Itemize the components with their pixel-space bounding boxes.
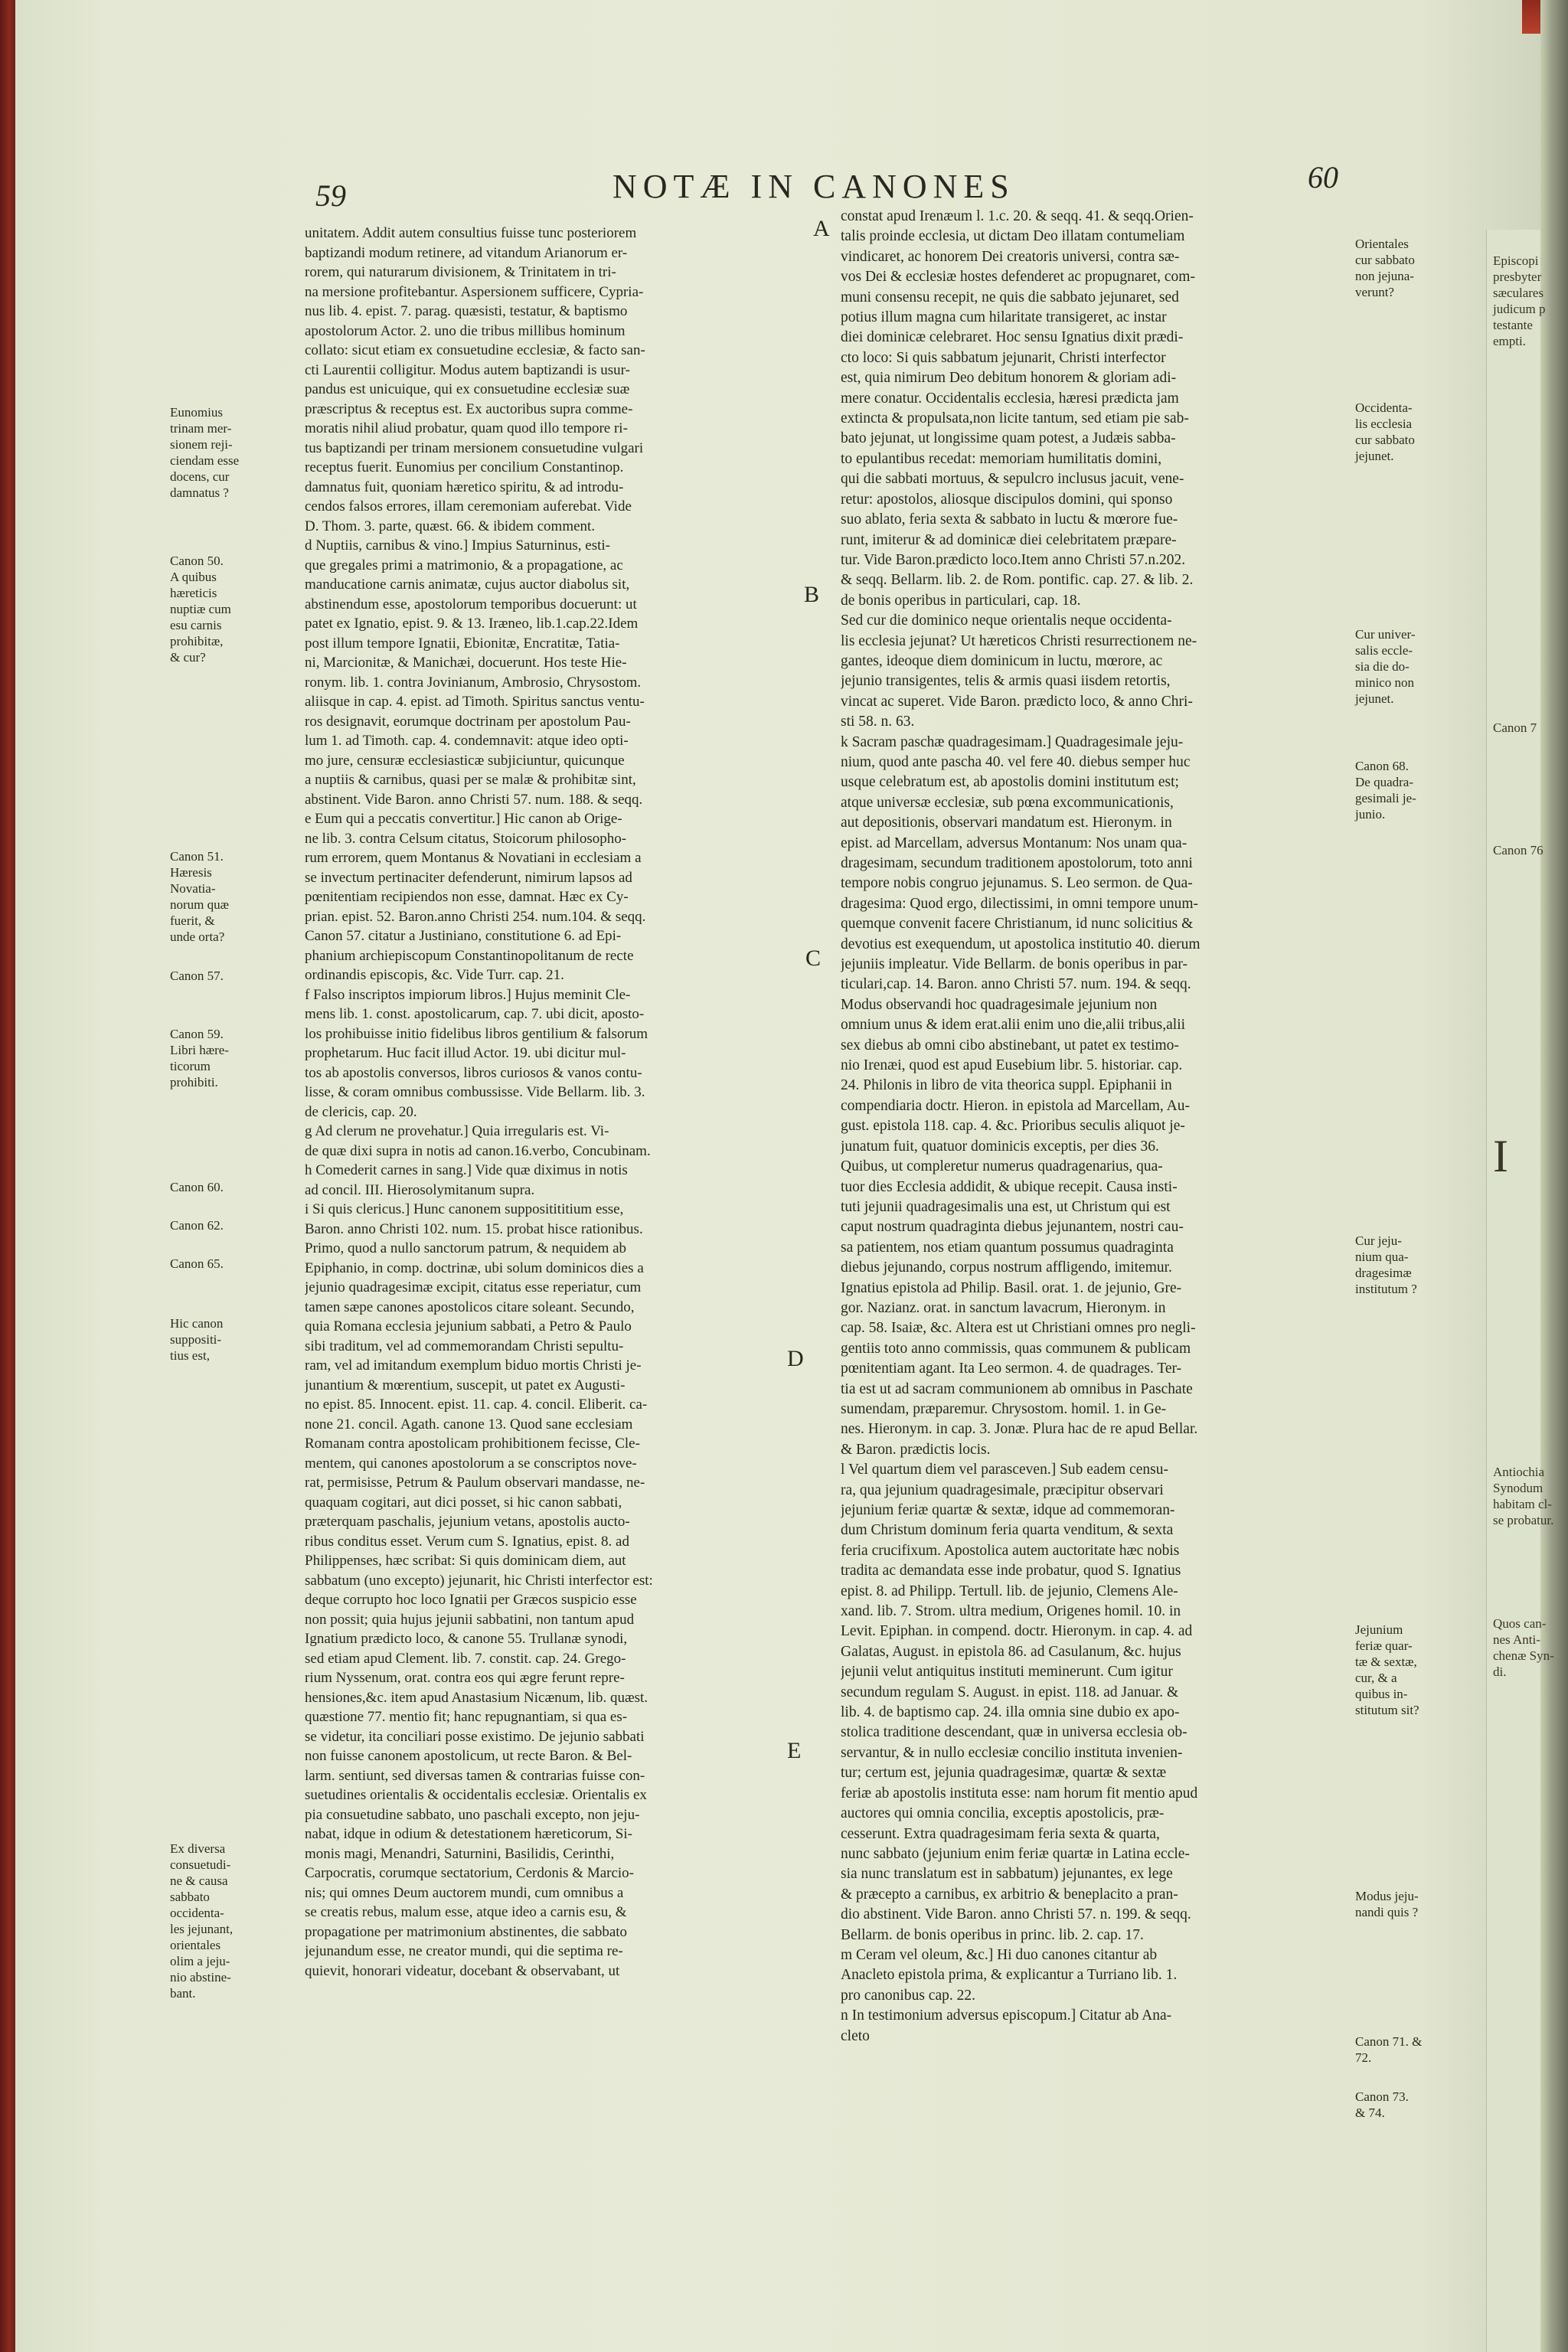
margin-note: Canon 71. & 72. — [1355, 2034, 1423, 2065]
text-line: junantium & mœrentium, suscepit, ut patet ex Augusti- — [305, 1377, 626, 1393]
text-line: diebus jejunando, corpus nostrum affligendo, imitemur. — [841, 1259, 1172, 1276]
text-line: tur; certum est, jejunia quadragesimæ, quartæ & sextæ — [841, 1765, 1167, 1782]
text-line: sa patientem, nos etiam quantum possumus quadraginta — [841, 1239, 1174, 1256]
text-line: tos ab apostolis conversos, libros curiosos & vanos contu- — [305, 1064, 642, 1081]
text-line: mere conatur. Occidentalis ecclesia, hæresi prædicta jam — [841, 390, 1179, 407]
text-line: epist. 8. ad Philipp. Tertull. lib. de jejunio, Clemens Ale- — [841, 1583, 1178, 1599]
text-line: dio abstinent. Vide Baron. anno Christi 57. n. 199. & seqq. — [841, 1906, 1191, 1923]
margin-note: Jejunium feriæ quar- tæ & sextæ, cur, & a quibus in- stitutum sit? — [1355, 1622, 1419, 1717]
margin-note: Canon 59. Libri hære- ticorum prohibiti. — [170, 1027, 229, 1089]
margin-note: Hic canon suppositi- tius est, — [170, 1316, 224, 1363]
text-line: jejunandum esse, ne creator mundi, qui die septima re- — [305, 1943, 623, 1959]
text-line: monis magi, Menandri, Saturnini, Basilidis, Cerinthi, — [305, 1845, 615, 1862]
text-line: cto loco: Si quis sabbatum jejunarit, Christi interfector — [841, 349, 1166, 366]
text-line: Anacleto epistola prima, & explicantur a Turriano lib. 1. — [841, 1967, 1178, 1984]
margin-note: Canon 51. Hæresis Novatia- norum quæ fuerit, & unde orta? — [170, 849, 229, 944]
text-line: nabat, idque in odium & detestationem hæreticorum, Si- — [305, 1826, 632, 1842]
text-line: los prohibuisse initio fidelibus libros gentilium & falsorum — [305, 1025, 648, 1042]
next-page-fragment: Quos can- nes Anti- chenæ Syn- di. — [1493, 1616, 1554, 1679]
text-line: f Falso inscriptos impiorum libros.] Hujus meminit Cle- — [305, 986, 631, 1003]
next-page-fragment: Canon 76 — [1493, 843, 1544, 858]
text-line: ticulari,cap. 14. Baron. anno Christi 57. num. 194. & seqq. — [841, 976, 1191, 993]
text-line: tuor dies Ecclesia addidit, & ubique recepit. Causa insti- — [841, 1178, 1178, 1195]
text-line: deque corrupto hoc loco Ignatii per Græcos suspicio esse — [305, 1592, 637, 1608]
text-line: rium Nyssenum, orat. contra eos qui ægre ferunt repre- — [305, 1670, 625, 1686]
text-line: xand. lib. 7. Strom. ultra medium, Origenes homil. 10. in — [841, 1603, 1181, 1620]
text-line: ad concil. III. Hierosolymitanum supra. — [305, 1181, 535, 1198]
text-line: Baron. anno Christi 102. num. 15. probat hisce rationibus. — [305, 1220, 643, 1237]
left-text-column — [305, 224, 787, 1981]
text-line: & Baron. prædictis locis. — [841, 1441, 991, 1458]
text-line: Galatas, August. in epistola 86. ad Casulanum, &c. hujus — [841, 1643, 1181, 1660]
section-letter-b: B — [804, 582, 820, 607]
text-line: secundum regulam S. August. in epist. 118. ad Januar. & — [841, 1684, 1179, 1700]
text-line: sti 58. n. 63. — [841, 714, 915, 730]
text-line: tuti jejunii quadragesimalis una est, ut Christum qui est — [841, 1198, 1171, 1215]
text-line: diei dominicæ celebraret. Hoc sensu Ignatius dixit prædi- — [841, 329, 1184, 346]
text-line: ordinandis episcopis, &c. Vide Turr. cap. 21. — [305, 967, 564, 983]
text-line: junatum fuit, quatuor dominicis exceptis, per dies 36. — [841, 1138, 1159, 1155]
text-line: quemque convenit facere Christianum, id nunc solicitius & — [841, 916, 1194, 933]
margin-note: Canon 60. — [170, 1180, 224, 1194]
text-line: Quibus, ut compleretur numerus quadragenarius, qua- — [841, 1158, 1163, 1175]
text-line: omnium unus & idem erat.alii enim uno die,alii tribus,alii — [841, 1017, 1186, 1034]
margin-note: Orientales cur sabbato non jejuna- verunt? — [1355, 237, 1415, 299]
text-line: propagatione per matrimonium abstinentes, die sabbato — [305, 1923, 628, 1940]
text-line: cendos falsos errores, illam ceremoniam auferebat. Vide — [305, 498, 632, 514]
text-line: Levit. Epiphan. in compend. doctr. Hieronym. in cap. 4. ad — [841, 1623, 1193, 1640]
text-line: baptizandi modum retinere, ad vitandum Arianorum er- — [305, 244, 628, 261]
text-line: sabbatum (uno excepto) jejunarit, hic Christi interfector est: — [305, 1572, 653, 1589]
text-line: rum errorem, quem Montanus & Novatiani in ecclesiam a — [305, 850, 642, 866]
margin-note: Canon 65. — [170, 1256, 224, 1271]
text-line: manducatione carnis animatæ, cujus auctor diabolus sit, — [305, 577, 630, 593]
margin-note: Cur jeju- nium qua- dragesimæ institutum ? — [1355, 1233, 1417, 1296]
text-line: unitatem. Addit autem consultius fuisse tunc posteriorem — [305, 225, 637, 241]
text-line: mo jure, censuræ ecclesiasticæ subjiciuntur, quicunque — [305, 752, 625, 769]
text-line: tur. Vide Baron.prædicto loco.Item anno Christi 57.n.202. — [841, 551, 1186, 568]
text-line: retur: apostolos, aliosque discipulos domini, qui sponso — [841, 491, 1173, 508]
text-line: jejunium feriæ quartæ & sextæ, idque ad commemoran- — [841, 1502, 1175, 1518]
margin-note: Canon 73. & 74. — [1355, 2089, 1409, 2120]
next-page-sliver — [1486, 230, 1554, 2352]
text-line: Sed cur die dominico neque orientalis neque occidenta- — [841, 612, 1172, 629]
running-head: NOTÆ IN CANONES — [612, 168, 1015, 205]
text-line: atque universæ ecclesiæ, sub pœna excommunicationis, — [841, 794, 1174, 811]
text-line: l Vel quartum diem vel parasceven.] Sub eadem censu- — [841, 1462, 1168, 1478]
text-line: ne lib. 3. contra Celsum citatus, Stoicorum philosopho- — [305, 830, 627, 847]
text-line: & præcepto a carnibus, ex arbitrio & beneplacito a pran- — [841, 1886, 1178, 1903]
text-line: dum Christum dominum feria quarta venditum, & sexta — [841, 1522, 1174, 1539]
text-line: quæstione 77. mentio fit; hanc repugnantiam, si qua es- — [305, 1709, 628, 1725]
text-line: se videtur, ita conciliari posse existimo. De jejunio sabbati — [305, 1728, 645, 1745]
text-line: n In testimonium adversus episcopum.] Citatur ab Ana- — [841, 2007, 1172, 2024]
text-line: cesserunt. Extra quadragesimam feria sexta & quarta, — [841, 1825, 1160, 1842]
text-line: rorem, qui naturarum divisionem, & Trinitatem in tri- — [305, 264, 616, 280]
text-line: lis ecclesia jejunat? Ut hæreticos Christi resurrectionem ne- — [841, 632, 1197, 649]
text-line: dragesimam, secundum traditionem apostolorum, toto anni — [841, 855, 1193, 871]
text-line: vincat ac superet. Vide Baron. prædicto loco, & anno Chri- — [841, 693, 1193, 710]
text-line: na mersione profitebantur. Aspersionem sufficere, Cypria- — [305, 283, 644, 300]
text-line: præscriptus & receptus est. Ex auctoribus supra comme- — [305, 400, 633, 417]
book-binding-right — [1540, 0, 1568, 2352]
margin-note: Ex diversa consuetudi- ne & causa sabbato occidenta- les jejunant, orientales olim a jeju- nio abstine- bant. — [170, 1841, 234, 2001]
section-letter-c: C — [805, 946, 822, 971]
text-line: Modus observandi hoc quadragesimale jejunium non — [841, 996, 1158, 1013]
text-line: jejunio transigentes, telis & armis quasi iisdem retortis, — [841, 673, 1171, 690]
text-line: lib. 4. de baptismo cap. 24. illa omnia sine dubio ex apo- — [841, 1704, 1180, 1721]
next-page-fragment: I — [1493, 1131, 1508, 1181]
text-line: aliisque in cap. 4. epist. ad Timoth. Spiritus sanctus ventu- — [305, 694, 645, 710]
text-line: larm. sentiunt, sed diversas tamen & contrarias fuisse con- — [305, 1767, 645, 1784]
right-text-column — [841, 207, 1350, 2047]
text-line: suo ablato, feria sexta & sabbato in luctu & mœrore fue- — [841, 511, 1178, 528]
text-line: gantes, ideoque diem dominicum in luctu, mœrore, ac — [841, 652, 1163, 669]
text-line: auctores qui omnia concilia, exceptis apostolicis, præ- — [841, 1805, 1165, 1822]
text-line: m Ceram vel oleum, &c.] Hi duo canones citantur ab — [841, 1946, 1158, 1963]
text-line: to epulantibus recedat: memoriam humilitatis domini, — [841, 450, 1162, 467]
text-line: usque celebratum est, ab apostolis domini institutum est; — [841, 774, 1179, 791]
margin-note: Eunomius trinam mer- sionem reji- ciendam esse docens, cur damnatus ? — [170, 405, 240, 500]
next-page-fragment: Episcopi presbyter sæculares judicum p testante empti. — [1493, 253, 1546, 348]
text-line: sed etiam apud Clement. lib. 7. constit. cap. 24. Grego- — [305, 1650, 626, 1667]
text-line: sia nunc translatum est in sabbatum) jejunantes, ex lege — [841, 1866, 1173, 1883]
text-line: & seqq. Bellarm. lib. 2. de Rom. pontific. cap. 27. & lib. 2. — [841, 572, 1194, 589]
text-line: non fuisse canonem apostolicum, ut recte Baron. & Bel- — [305, 1748, 632, 1764]
text-line: cap. 58. Isaiæ, &c. Altera est ut Christiani omnes pro negli- — [841, 1320, 1196, 1337]
section-letter-a: A — [813, 216, 830, 241]
text-line: post illum tempore Ignatii, Ebionitæ, Encratitæ, Tatia- — [305, 635, 620, 652]
section-letter-d: D — [787, 1346, 804, 1371]
text-line: sibi traditum, vel ad commemorandam Christi sepultu- — [305, 1338, 624, 1354]
margin-note: Canon 57. — [170, 969, 224, 983]
text-line: epist. ad Marcellam, adversus Montanum: Nos unam qua- — [841, 835, 1187, 851]
text-line: Philippenses, hæc scribat: Si quis dominicam diem, aut — [305, 1553, 626, 1569]
text-line: g Ad clerum ne provehatur.] Quia irregularis est. Vi- — [305, 1123, 609, 1139]
text-line: gust. epistola 118. cap. 4. &c. Prioribus seculis aliquot je- — [841, 1118, 1185, 1135]
text-line: abstinendum esse, apostolorum temporibus docuerunt: ut — [305, 596, 637, 612]
text-line: cti Laurentii colligitur. Modus autem baptizandi is usur- — [305, 361, 630, 378]
text-line: suetudines orientalis & occidentalis ecclesiæ. Orientalis ex — [305, 1787, 647, 1803]
text-line: ram, vel ad imitandum exemplum biduo mortis Christi je- — [305, 1357, 642, 1374]
text-line: jejunii velut antiquitus instituti meminerunt. Cum igitur — [841, 1664, 1173, 1681]
text-line: k Sacram paschæ quadragesimam.] Quadragesimale jeju- — [841, 733, 1184, 750]
text-line: no epist. 85. Innocent. epist. 11. cap. 4. concil. Eliberit. ca- — [305, 1396, 648, 1413]
text-line: tempore nobis congruo jejunamus. S. Leo sermon. de Qua- — [841, 875, 1193, 892]
text-line: jejuniis impleatur. Vide Bellarm. de bonis operibus in par- — [841, 956, 1187, 973]
text-line: est, quia nimirum Deo debitum honorem & gloriam adi- — [841, 370, 1177, 387]
text-line: se invectum pertinaciter defenderunt, nimirum lapsos ad — [305, 869, 632, 886]
text-line: a nuptiis & carnibus, quasi per se malæ & prohibitæ sint, — [305, 772, 636, 788]
text-line: cleto — [841, 2027, 870, 2044]
text-line: hensiones,&c. item apud Anastasium Nicænum, lib. quæst. — [305, 1689, 648, 1706]
text-line: de bonis operibus in particulari, cap. 18. — [841, 592, 1081, 609]
text-line: pandus est unicuique, qui ex consuetudine ecclesiæ suæ — [305, 381, 630, 397]
text-line: devotius est exequendum, ut apostolica institutio 40. dierum — [841, 936, 1200, 952]
text-line: tia est ut ad sacram communionem ab omnibus in Paschate — [841, 1380, 1193, 1397]
text-line: dragesima: Quod ergo, dilectissimi, in omni tempore unum- — [841, 895, 1199, 912]
text-line: se creatis rebus, malum esse, atque ideo a carnis esu, & — [305, 1904, 627, 1920]
text-line: gentiis toto anno commissis, quas communem & publicam — [841, 1340, 1191, 1357]
text-line: præterquam paschalis, jejunium vetans, apostolis aucto- — [305, 1514, 630, 1530]
text-line: compendiaria doctr. Hieron. in epistola ad Marcellam, Au- — [841, 1097, 1190, 1114]
text-line: lisse, & coram omnibus combussisse. Vide Bellarm. lib. 3. — [305, 1084, 645, 1100]
text-line: stolica traditione descendant, quæ in universa ecclesia ob- — [841, 1724, 1187, 1741]
text-line: feriæ ab apostolis instituta esse: nam horum fit mentio apud — [841, 1785, 1198, 1802]
margin-note: Modus jeju- nandi quis ? — [1355, 1889, 1419, 1919]
text-line: tus baptizandi per trinam mersionem consuetudine vulgari — [305, 439, 644, 456]
text-line: servantur, & in nullo ecclesiæ concilio instituta invenien- — [841, 1744, 1183, 1761]
text-line: Ignatius epistola ad Philip. Basil. orat. 1. de jejunio, Gre- — [841, 1279, 1182, 1296]
text-line: none 21. concil. Agath. canone 13. Quod sane ecclesiam — [305, 1416, 633, 1432]
text-line: pro canonibus cap. 22. — [841, 1987, 975, 2004]
text-line: extincta & propulsata,non licite tantum, sed etiam pie sab- — [841, 410, 1189, 427]
next-page-fragment: Antiochia Synodum habitam cl- se probatur. — [1493, 1465, 1554, 1527]
margin-note: Canon 50. A quibus hæreticis nuptiæ cum esu carnis prohibitæ, & cur? — [170, 554, 231, 665]
text-line: pœnitentiam agant. Ita Leo sermon. 4. de quadrages. Ter- — [841, 1361, 1182, 1377]
text-line: gor. Nazianz. orat. in sanctum lavacrum, Hieronym. in — [841, 1299, 1166, 1316]
text-line: Canon 57. citatur a Justiniano, constitutione 6. ad Epi- — [305, 928, 622, 944]
text-line: lum 1. ad Timoth. cap. 4. condemnavit: atque ideo opti- — [305, 733, 629, 749]
text-line: moratis nihil aliud probatur, quam quod illo tempore ri- — [305, 420, 628, 436]
text-line: rat, permisisse, Petrum & Paulum observari mandasse, ne- — [305, 1475, 645, 1491]
margin-note: Occidenta- lis ecclesia cur sabbato jejunet. — [1355, 400, 1415, 463]
text-line: quievit, honorari videatur, docebant & observabant, ut — [305, 1962, 620, 1979]
text-line: de quæ dixi supra in notis ad canon.16.verbo, Concubinam. — [305, 1142, 651, 1159]
page-number-left: 59 — [315, 178, 346, 213]
book-binding-left — [0, 0, 15, 2352]
text-line: abstinent. Vide Baron. anno Christi 57. num. 188. & seqq. — [305, 791, 643, 808]
text-line: D. Thom. 3. parte, quæst. 66. & ibidem comment. — [305, 518, 596, 534]
text-line: Bellarm. de bonis operibus in princ. lib. 2. cap. 17. — [841, 1926, 1144, 1943]
text-line: caput nostrum quadraginta diebus jejunantem, nostri cau- — [841, 1219, 1184, 1236]
text-line: ra, qua jejunium quadragesimale, præcipitur observari — [841, 1481, 1164, 1498]
text-line: feria crucifixum. Apostolica autem auctoritate hæc nobis — [841, 1542, 1180, 1559]
page-number-right: 60 — [1308, 160, 1338, 194]
text-line: runt, imiterur & ad dominicæ diei celebritatem præpare- — [841, 531, 1177, 548]
text-line: phanium archiepiscopum Constantinopolitanum de recte — [305, 947, 634, 964]
text-line: Epiphanio, in comp. doctrinæ, ubi solum dominicos dies a — [305, 1259, 644, 1276]
text-line: tradita ac demandata esse inde probatur, quod S. Ignatius — [841, 1563, 1181, 1579]
text-line: 24. Philonis in libro de vita theorica suppl. Epiphanii in — [841, 1077, 1172, 1094]
text-line: que gregales primi a matrimonio, & a propagatione, ac — [305, 557, 623, 573]
text-line: patet ex Ignatio, epist. 9. & 13. Iræneo, lib.1.cap.22.Idem — [305, 616, 639, 632]
text-line: quaquam cogitari, aut dici posset, si hic canon sabbati, — [305, 1494, 622, 1511]
text-line: Romanam contra apostolicam prohibitionem fecisse, Cle- — [305, 1436, 640, 1452]
text-line: nis; qui omnes Deum auctorem mundi, cum omnibus a — [305, 1884, 624, 1901]
text-line: vindicaret, ac honorem Dei creatoris universi, contra sæ- — [841, 248, 1180, 265]
text-line: aut depositionis, observari mandatum est. Hieronym. in — [841, 815, 1172, 831]
text-line: prian. epist. 52. Baron.anno Christi 254. num.104. & seqq. — [305, 908, 646, 925]
margin-note: Cur univer- salis eccle- sia die do- minico non jejunet. — [1355, 627, 1416, 706]
text-line: collato: sicut etiam ex consuetudine ecclesiæ, & facto san- — [305, 342, 645, 358]
text-line: non possit; quia hujus jejunii sabbatini, non tantum apud — [305, 1611, 635, 1628]
text-line: mens lib. 1. const. apostolicarum, cap. 7. ubi dicit, aposto- — [305, 1006, 645, 1022]
text-line: quia Romana ecclesia jejunium sabbati, a Petro & Paulo — [305, 1318, 632, 1334]
text-line: talis proinde ecclesia, ut dictam Deo illatam contumeliam — [841, 228, 1185, 245]
text-line: damnatus fuit, quoniam hæretico spiritu, & ad introdu- — [305, 479, 624, 495]
text-line: nus lib. 4. epist. 7. parag. quæsisti, testatur, & baptismo — [305, 303, 628, 319]
text-line: Primo, quod a nullo sanctorum patrum, & nequidem ab — [305, 1240, 627, 1256]
text-line: i Si quis clericus.] Hunc canonem suppositititium esse, — [305, 1201, 624, 1217]
text-line: receptus fuerit. Eunomius per concilium Constantinop. — [305, 459, 624, 475]
text-line: pœnitentiam recipiendos non esse, damnat. Hæc ex Cy- — [305, 889, 629, 905]
text-line: nes. Hieronym. in cap. 3. Jonæ. Plura hac de re apud Bellar. — [841, 1421, 1198, 1438]
text-line: nio Irenæi, quod est apud Eusebium libr. 5. historiar. cap. — [841, 1057, 1183, 1074]
next-page-fragment: Canon 7 — [1493, 720, 1537, 735]
text-line: constat apud Irenæum l. 1.c. 20. & seqq. 41. & seqq.Orien- — [841, 208, 1194, 224]
text-line: Ignatium prædicto loco, & canone 55. Trullanæ synodi, — [305, 1631, 628, 1647]
text-line: e Eum qui a peccatis convertitur.] Hic canon ab Orige- — [305, 811, 622, 827]
text-line: nium, quod ante pascha 40. vel fere 40. diebus semper huc — [841, 753, 1191, 770]
text-line: vos Dei & ecclesiæ hostes defenderet ac propugnaret, com- — [841, 269, 1195, 286]
text-line: ros designavit, eorumque doctrinam per apostolum Pau- — [305, 713, 631, 730]
text-line: potius illum magna cum hilaritate transigeret, ac instar — [841, 309, 1167, 326]
text-line: de clericis, cap. 20. — [305, 1103, 417, 1120]
text-line: muni consensu recepit, ne quis die sabbato jejunaret, sed — [841, 289, 1179, 305]
text-line: ronym. lib. 1. contra Jovinianum, Ambrosio, Chrysostom. — [305, 674, 642, 691]
text-line: pia consuetudine sabbato, uno paschali excepto, non jeju- — [305, 1806, 640, 1823]
text-line: jejunio quadragesimæ excipit, citatus esse reperiatur, cum — [305, 1279, 642, 1295]
margin-note: Canon 68. De quadra- gesimali je- junio. — [1355, 759, 1416, 822]
text-line: Carpocratis, corumque sectatorium, Cerdonis & Marcio- — [305, 1865, 635, 1881]
text-line: ribus conditus esset. Verum cum S. Ignatius, epist. 8. ad — [305, 1533, 629, 1550]
margin-note: Canon 62. — [170, 1218, 224, 1233]
text-line: bato jejunat, ut longissime quam potest, a Judæis sabba- — [841, 430, 1176, 447]
section-letter-e: E — [787, 1738, 802, 1763]
text-line: sex diebus ab omni cibo abstinebant, ut patet ex testimo- — [841, 1037, 1179, 1054]
text-line: nunc sabbato (jejunium enim feriæ quartæ in Latina eccle- — [841, 1845, 1190, 1862]
text-line: mentem, qui canones apostolorum a se conscriptos nove- — [305, 1455, 637, 1472]
text-line: apostolorum Actor. 2. uno die tribus millibus hominum — [305, 322, 626, 339]
text-line: tamen sæpe canones apostolicos citare soleant. Secundo, — [305, 1298, 635, 1315]
text-line: ni, Marcionitæ, & Manichæi, docuerunt. Hos teste Hie- — [305, 655, 627, 671]
text-line: prophetarum. Huc facit illud Actor. 19. ubi dicitur mul- — [305, 1045, 626, 1061]
text-line: sumendam, præparemur. Chrysostom. homil. 1. in Ge- — [841, 1400, 1167, 1417]
text-line: qui die sabbati mortuus, & sepulcro inclusus jacuit, vene- — [841, 471, 1184, 488]
text-line: h Comederit carnes in sang.] Vide quæ diximus in notis — [305, 1162, 628, 1178]
text-line: d Nuptiis, carnibus & vino.] Impius Saturninus, esti- — [305, 537, 610, 554]
